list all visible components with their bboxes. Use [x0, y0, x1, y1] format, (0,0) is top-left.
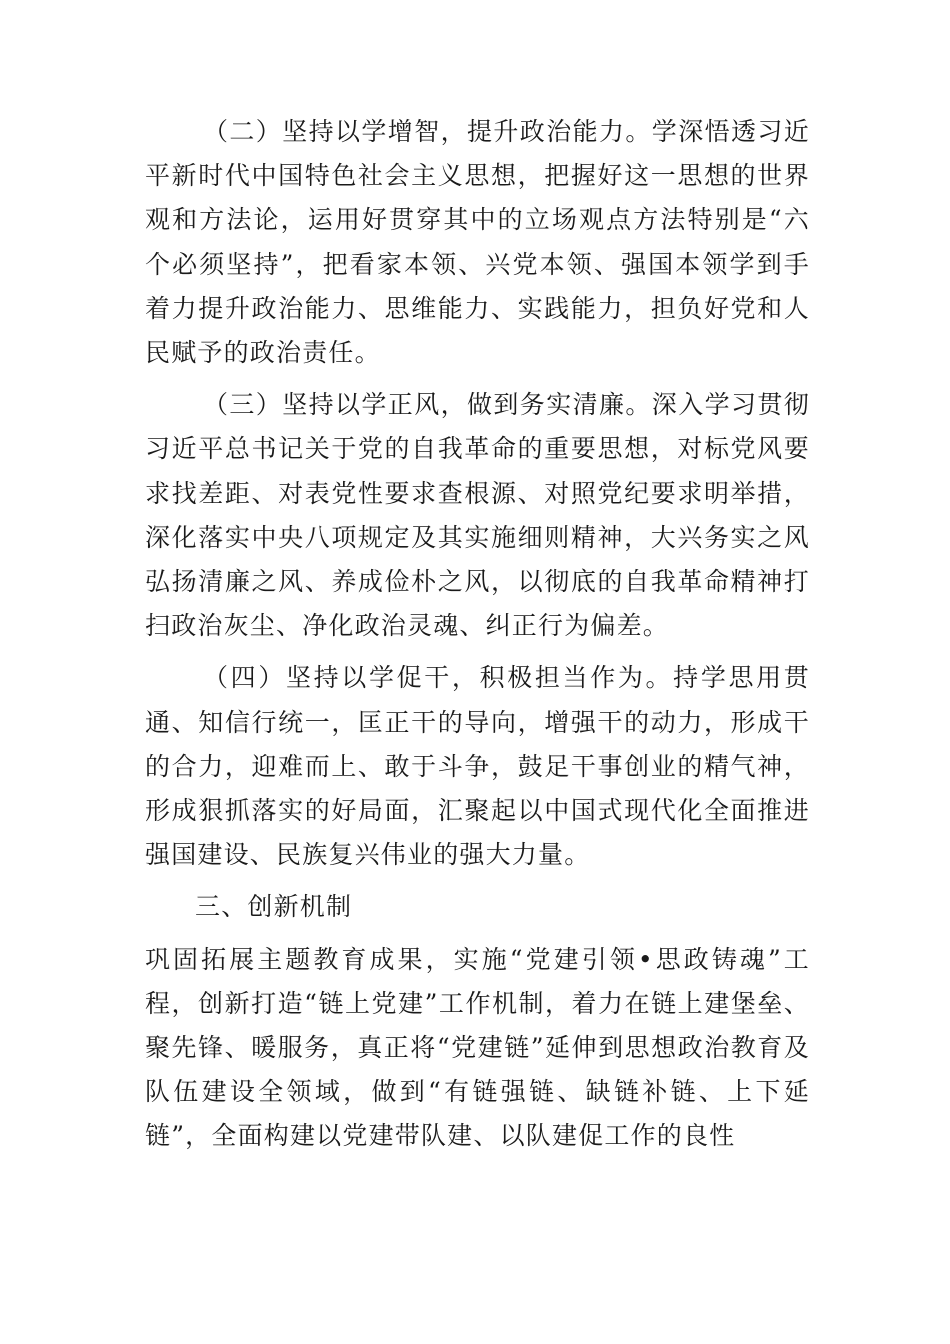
- document-body: [145, 110, 810, 1159]
- section-heading-3: 三、创新机制: [195, 892, 353, 922]
- paragraph-innovation-mechanism: 巩固拓展主题教育成果，实施“党建引领•思政铸魂”工程，创新打造“链上党建”工作机制，着力在链上建堡垒、聚先锋、暖服务，真正将“党建链”延伸到思想政治教育及队伍建设全领域，做到“有链强链、缺链补链、上下延链”，全面构建以党建带队建、以队建促工作的良性: [145, 944, 810, 1151]
- paragraph-section-3: （三）坚持以学正风，做到务实清廉。深入学习贯彻习近平总书记关于党的自我革命的重要思想，对标党风要求找差距、对表党性要求查根源、对照党纪要求明举措，深化落实中央八项规定及其实施细则精神，大兴务实之风弘扬清廉之风、养成俭朴之风，以彻底的自我革命精神打扫政治灰尘、净化政治灵魂、纠正行为偏差。: [145, 390, 810, 641]
- paragraph-section-2: （二）坚持以学增智，提升政治能力。学深悟透习近平新时代中国特色社会主义思想，把握好这一思想的世界观和方法论，运用好贯穿其中的立场观点方法特别是“六个必须坚持”，把看家本领、兴党本领、强国本领学到手着力提升政治能力、思维能力、实践能力，担负好党和人民赋予的政治责任。: [145, 117, 810, 368]
- paragraph-section-4: （四）坚持以学促干，积极担当作为。持学思用贯通、知信行统一，匡正干的导向，增强干的动力，形成干的合力，迎难而上、敢于斗争，鼓足干事创业的精气神，形成狠抓落实的好局面，汇聚起以中国式现代化全面推进强国建设、民族复兴伟业的强大力量。: [145, 663, 810, 870]
